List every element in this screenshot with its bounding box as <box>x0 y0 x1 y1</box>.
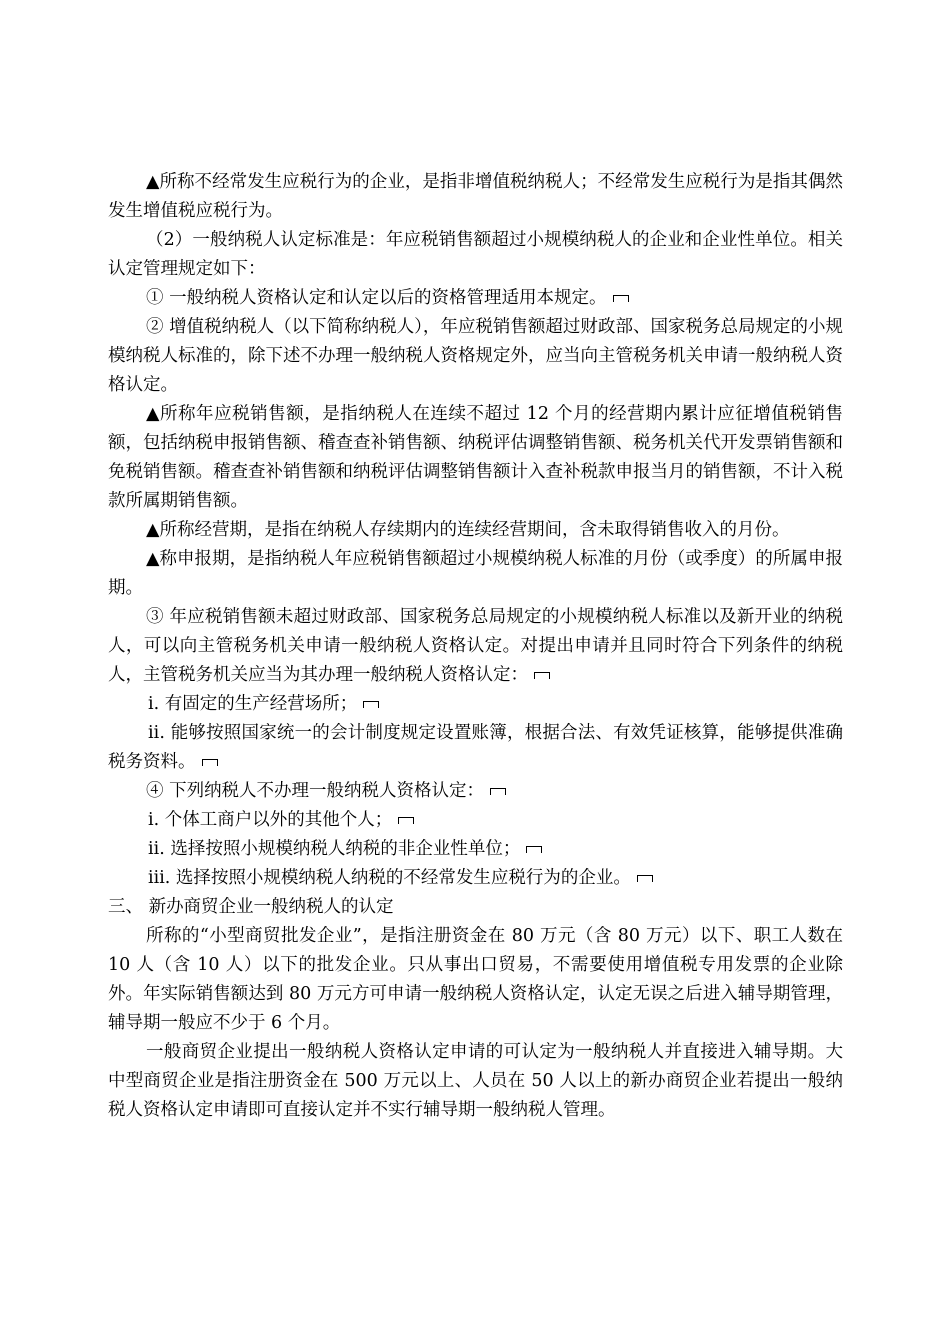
paragraph-8: ③ 年应税销售额未超过财政部、国家税务总局规定的小规模纳税人标准以及新开业的纳税人，可以向主管税务机关申请一般纳税人资格认定。对提出申请并且同时符合下列条件的纳税人，主管税务机关应当为其办理一般纳税人资格认定： <box>108 607 843 685</box>
paragraph-2: （2）一般纳税人认定标准是：年应税销售额超过小规模纳税人的企业和企业性单位。相关认定管理规定如下： <box>108 230 843 279</box>
paragraph-mark-icon <box>637 875 653 882</box>
section-heading: 三、 新办商贸企业一般纳税人的认定 <box>108 897 394 917</box>
paragraph-4: ② 增值税纳税人（以下简称纳税人），年应税销售额超过财政部、国家税务总局规定的小规模纳税人标准的，除下述不办理一般纳税人资格规定外，应当向主管税务机关申请一般纳税人资格认定。 <box>108 317 843 395</box>
paragraph-mark-icon <box>398 817 414 824</box>
paragraph-mark-icon <box>534 672 550 679</box>
paragraph-mark-icon <box>202 759 218 766</box>
paragraph-9: ⅰ. 有固定的生产经营场所； <box>108 690 843 719</box>
paragraph-7: ▲称申报期，是指纳税人年应税销售额超过小规模纳税人标准的月份（或季度）的所属申报期。 <box>108 549 843 598</box>
paragraph-12: ⅰ. 个体工商户以外的其他个人； <box>108 806 843 835</box>
paragraph-13: ⅱ. 选择按照小规模纳税人纳税的非企业性单位； <box>108 835 843 864</box>
document-page <box>108 168 843 1125</box>
paragraph-mark-icon <box>490 788 506 795</box>
paragraph-14: ⅲ. 选择按照小规模纳税人纳税的不经常发生应税行为的企业。 <box>108 864 843 893</box>
paragraph-10: ⅱ. 能够按照国家统一的会计制度规定设置账簿，根据合法、有效凭证核算，能够提供准确税务资料。 <box>108 723 843 772</box>
paragraph-11: ④ 下列纳税人不办理一般纳税人资格认定： <box>108 777 843 806</box>
paragraph-6: ▲所称经营期，是指在纳税人存续期内的连续经营期间，含未取得销售收入的月份。 <box>146 520 790 540</box>
paragraph-mark-icon <box>363 701 379 708</box>
paragraph-15: 所称的“小型商贸批发企业”，是指注册资金在 80 万元（含 80 万元）以下、职工人数在 10 人（含 10 人）以下的批发企业。只从事出口贸易，不需要使用增值税专用发票的企业除外。年实际销售额达到 80 万元方可申请一般纳税人资格认定，认定无误之后进入辅导期管理，辅导期一般应不少于 6 个月。 <box>108 926 843 1033</box>
paragraph-5: ▲所称年应税销售额，是指纳税人在连续不超过 12 个月的经营期内累计应征增值税销售额，包括纳税申报销售额、稽查查补销售额、纳税评估调整销售额、税务机关代开发票销售额和免税销售额。稽查查补销售额和纳税评估调整销售额计入查补税款申报当月的销售额，不计入税款所属期销售额。 <box>108 404 843 511</box>
paragraph-mark-icon <box>613 295 629 302</box>
paragraph-16: 一般商贸企业提出一般纳税人资格认定申请的可认定为一般纳税人并直接进入辅导期。大中型商贸企业是指注册资金在 500 万元以上、人员在 50 人以上的新办商贸企业若提出一般纳税人资格认定申请即可直接认定并不实行辅导期一般纳税人管理。 <box>108 1042 843 1120</box>
paragraph-3: ① 一般纳税人资格认定和认定以后的资格管理适用本规定。 <box>108 284 843 313</box>
paragraph-1: ▲所称不经常发生应税行为的企业，是指非增值税纳税人；不经常发生应税行为是指其偶然发生增值税应税行为。 <box>108 172 843 221</box>
paragraph-mark-icon <box>526 846 542 853</box>
